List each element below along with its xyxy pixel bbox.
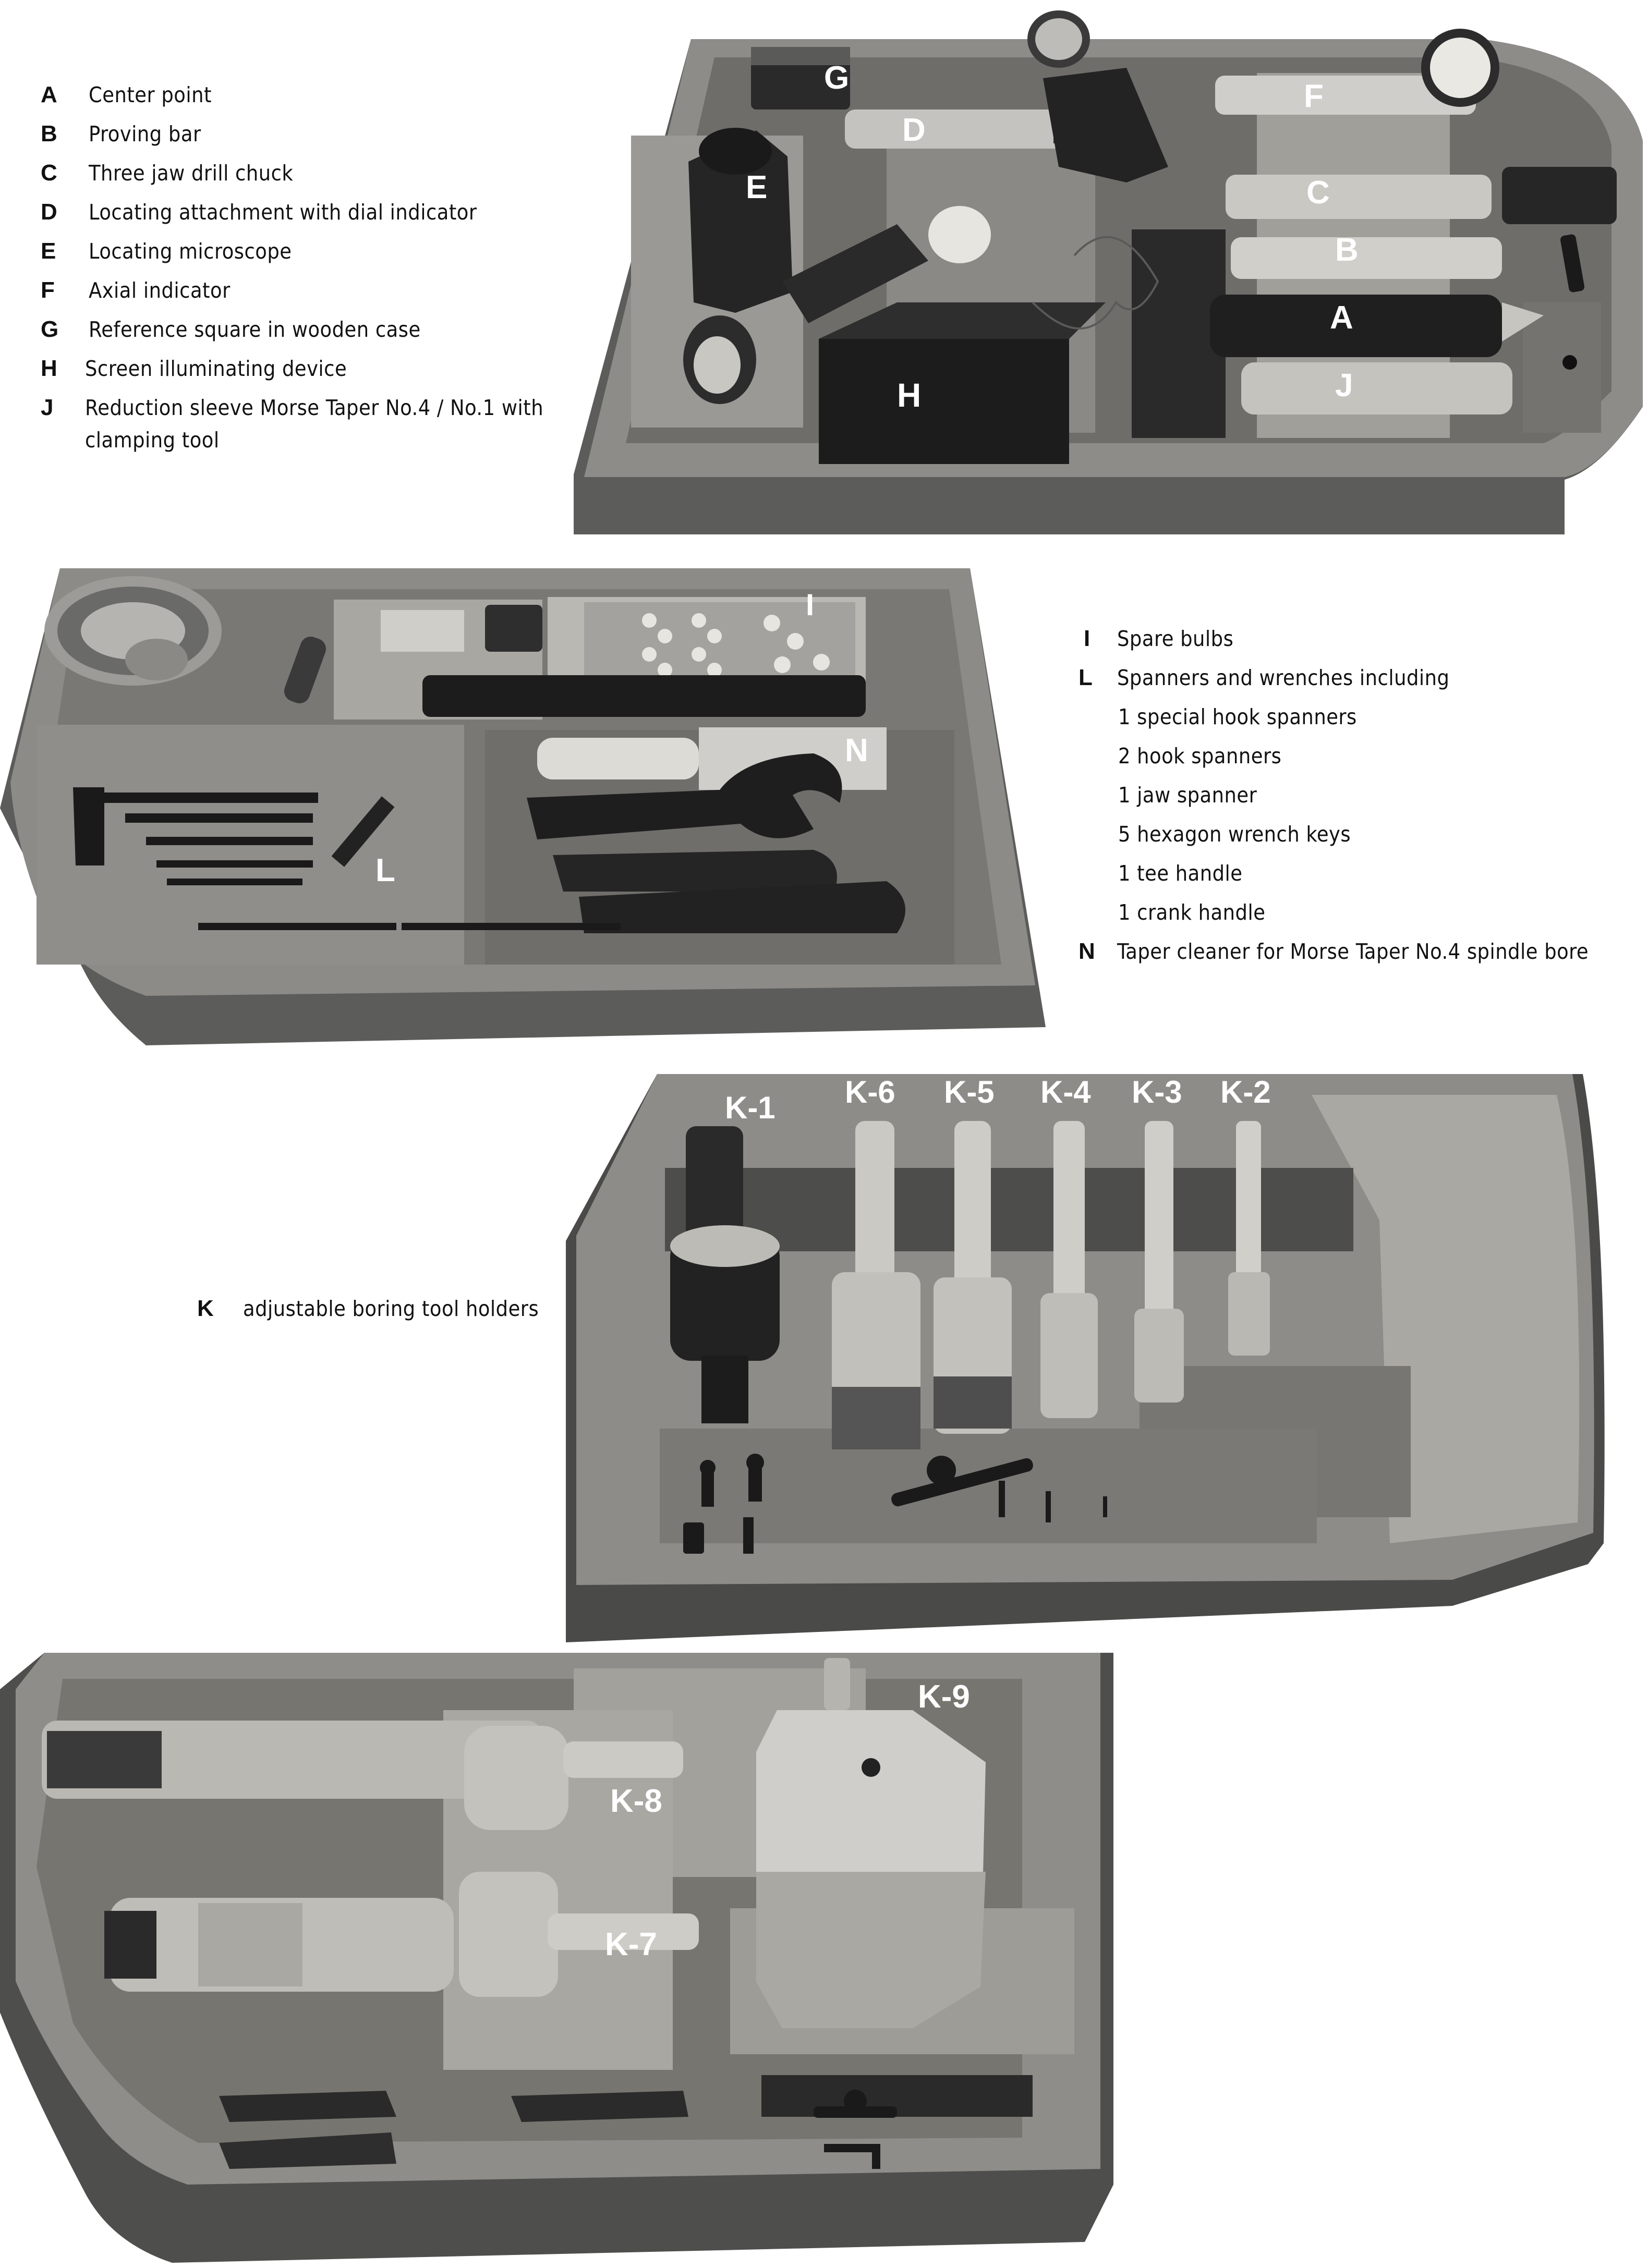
- legend-text: Screen illuminating device: [85, 356, 347, 381]
- legend-key: D: [41, 199, 57, 225]
- legend-item: [1079, 901, 1631, 940]
- legend-k: [197, 1297, 614, 1336]
- legend-item: [41, 279, 614, 318]
- photo-locating-equipment-case: [563, 10, 1648, 537]
- photo-label-k6: K-6: [845, 1075, 895, 1109]
- legend-key: B: [41, 121, 57, 147]
- legend-text-cont: clamping tool: [85, 428, 220, 453]
- photo-label-k3: K-3: [1132, 1075, 1182, 1109]
- legend-text: Reference square in wooden case: [89, 317, 421, 342]
- legend-key: H: [41, 356, 57, 381]
- legend-item: [41, 201, 614, 240]
- photo-label-l: L: [375, 852, 395, 888]
- photo-label-j: J: [1335, 368, 1353, 404]
- legend-item: [41, 123, 614, 162]
- photo-label-h: H: [897, 376, 922, 414]
- legend-text: Locating attachment with dial indicator: [89, 200, 477, 225]
- legend-key: E: [41, 238, 56, 264]
- legend-item: [41, 396, 614, 464]
- photo-label-f: F: [1304, 78, 1324, 114]
- legend-key: A: [41, 82, 57, 107]
- legend-item: [1079, 784, 1631, 823]
- legend-item: [1079, 823, 1631, 862]
- photo-boring-tool-holders-case: [566, 1064, 1611, 1648]
- photo-label-i: I: [806, 588, 815, 622]
- legend-text: Reduction sleeve Morse Taper No.4 / No.1 with: [85, 395, 544, 420]
- legend-item: [1079, 862, 1631, 901]
- legend-top: [41, 83, 614, 464]
- legend-key: G: [41, 316, 59, 342]
- photo-label-k4: K-4: [1040, 1075, 1091, 1109]
- legend-item: [41, 83, 614, 123]
- legend-text: Three jaw drill chuck: [89, 161, 294, 186]
- photo-label-k2: K-2: [1220, 1075, 1271, 1109]
- legend-key: I: [1084, 626, 1090, 651]
- legend-key: F: [41, 277, 55, 303]
- legend-item: [1079, 745, 1631, 784]
- legend-subitem: 1 crank handle: [1118, 900, 1266, 925]
- photo-label-b: B: [1335, 232, 1359, 268]
- legend-item: [41, 162, 614, 201]
- legend-item: [1079, 705, 1631, 745]
- photo-label-k9: K-9: [918, 1679, 970, 1715]
- legend-subitem: 1 jaw spanner: [1118, 783, 1257, 808]
- legend-text: Locating microscope: [89, 239, 292, 264]
- legend-item: [41, 240, 614, 279]
- legend-text: Taper cleaner for Morse Taper No.4 spindle bore: [1117, 939, 1589, 964]
- photo-label-a: A: [1330, 300, 1353, 336]
- legend-subitem: 5 hexagon wrench keys: [1118, 822, 1351, 847]
- legend-subitem: 2 hook spanners: [1118, 743, 1282, 769]
- legend-item: [197, 1297, 614, 1336]
- legend-subitem: 1 special hook spanners: [1118, 704, 1357, 729]
- legend-key: J: [41, 395, 54, 420]
- photo-label-k5: K-5: [944, 1075, 995, 1109]
- photo-label-k7: K-7: [605, 1926, 657, 1962]
- legend-item: [41, 318, 614, 357]
- legend-item: [41, 357, 614, 396]
- legend-key: N: [1079, 938, 1095, 964]
- legend-item: [1079, 627, 1631, 666]
- legend-subitem: 1 tee handle: [1118, 861, 1243, 886]
- legend-key: K: [197, 1296, 214, 1321]
- legend-text: Center point: [89, 82, 212, 107]
- legend-mid: [1079, 627, 1631, 979]
- legend-text: adjustable boring tool holders: [243, 1296, 539, 1321]
- photo-label-c: C: [1306, 175, 1330, 211]
- legend-text: Proving bar: [89, 121, 201, 147]
- legend-text: Axial indicator: [89, 278, 231, 303]
- photo-label-e: E: [746, 169, 768, 205]
- legend-key: C: [41, 160, 57, 186]
- photo-label-d: D: [902, 112, 926, 148]
- photo-label-k1: K-1: [725, 1090, 775, 1125]
- legend-key: L: [1079, 665, 1093, 690]
- photo-label-n: N: [845, 733, 868, 769]
- photo-label-k8: K-8: [610, 1783, 662, 1819]
- legend-text: Spanners and wrenches including: [1117, 665, 1450, 690]
- legend-item: [1079, 940, 1631, 979]
- legend-text: Spare bulbs: [1117, 626, 1234, 651]
- legend-item: [1079, 666, 1631, 705]
- photo-large-boring-heads-case: [0, 1648, 1121, 2268]
- photo-label-g: G: [824, 60, 850, 96]
- photo-spanners-case: [0, 558, 1053, 1048]
